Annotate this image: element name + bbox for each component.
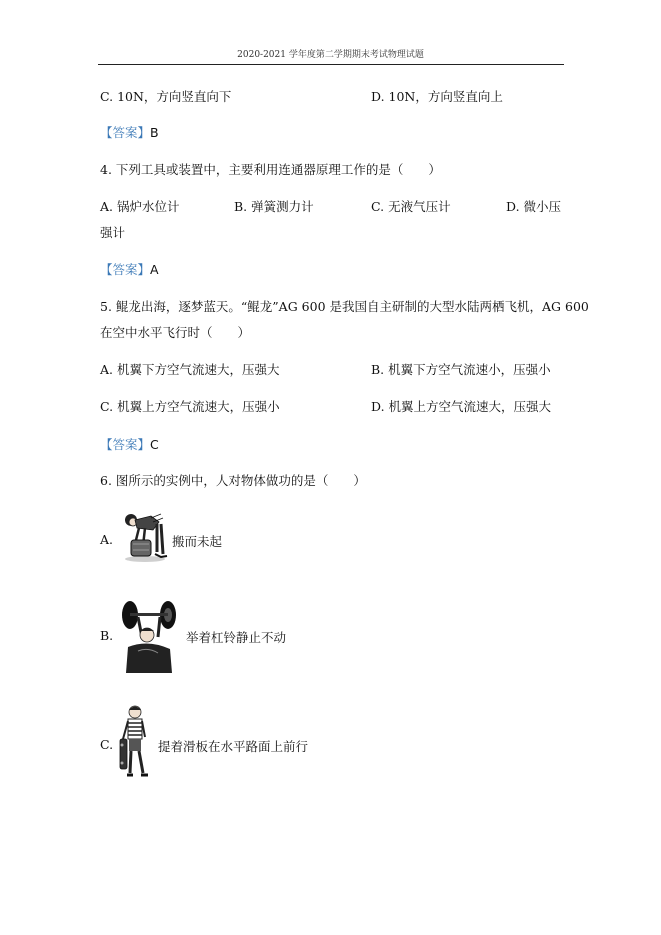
q6-option-a-letter: A. [100, 532, 114, 547]
q4-answer [100, 260, 159, 278]
answer-tag: 【答案】 [100, 125, 151, 140]
q3-option-d: D. 10N，方向竖直向上 [371, 89, 503, 104]
q6-option-c-letter: C. [100, 737, 114, 752]
q4-option-b: B. 弹簧测力计 [234, 199, 314, 214]
weightlifter-holding-barbell-figure [120, 595, 178, 675]
q4-option-a: A. 锅炉水位计 [100, 199, 180, 214]
q3-option-c: C. 10N，方向竖直向下 [100, 89, 232, 104]
page-header: 2020-2021 学年度第二学期期末考试物理试题 [237, 50, 424, 60]
answer-value: C [150, 437, 159, 452]
q5-option-d: D. 机翼上方空气流速大，压强大 [371, 399, 552, 414]
answer-value: A [150, 262, 159, 277]
q6-option-a-text: 搬而未起 [172, 534, 223, 549]
q4-option-c: C. 无液气压计 [371, 199, 451, 214]
q5-option-b: B. 机翼下方空气流速小，压强小 [371, 362, 551, 377]
answer-tag: 【答案】 [100, 262, 151, 277]
q6-option-c-text: 提着滑板在水平路面上前行 [158, 739, 309, 754]
q6-option-b-letter: B. [100, 628, 114, 643]
q6-stem: 6. 图所示的实例中，人对物体做功的是（ ） [100, 473, 366, 488]
q4-stem: 4. 下列工具或装置中，主要利用连通器原理工作的是（ ） [100, 162, 441, 177]
q5-stem-line1: 5. 鲲龙出海，逐梦蓝天。“鲲龙”AG 600 是我国自主研制的大型水陆两栖飞机，AG 600 [100, 299, 589, 314]
answer-value: B [150, 125, 159, 140]
answer-tag: 【答案】 [100, 437, 151, 452]
q3-answer [100, 123, 159, 141]
q4-option-d-continued: 强计 [100, 225, 126, 240]
header-rule [98, 64, 564, 65]
boy-carrying-skateboard-figure [117, 703, 157, 783]
person-lifting-heavy-object-figure [117, 508, 173, 564]
q5-stem-line2: 在空中水平飞行时（ ） [100, 325, 251, 340]
q4-option-d: D. 微小压 [506, 199, 562, 214]
q6-option-b-text: 举着杠铃静止不动 [186, 630, 287, 645]
q5-option-c: C. 机翼上方空气流速大，压强小 [100, 399, 280, 414]
q5-answer [100, 435, 159, 453]
q5-option-a: A. 机翼下方空气流速大，压强大 [100, 362, 280, 377]
